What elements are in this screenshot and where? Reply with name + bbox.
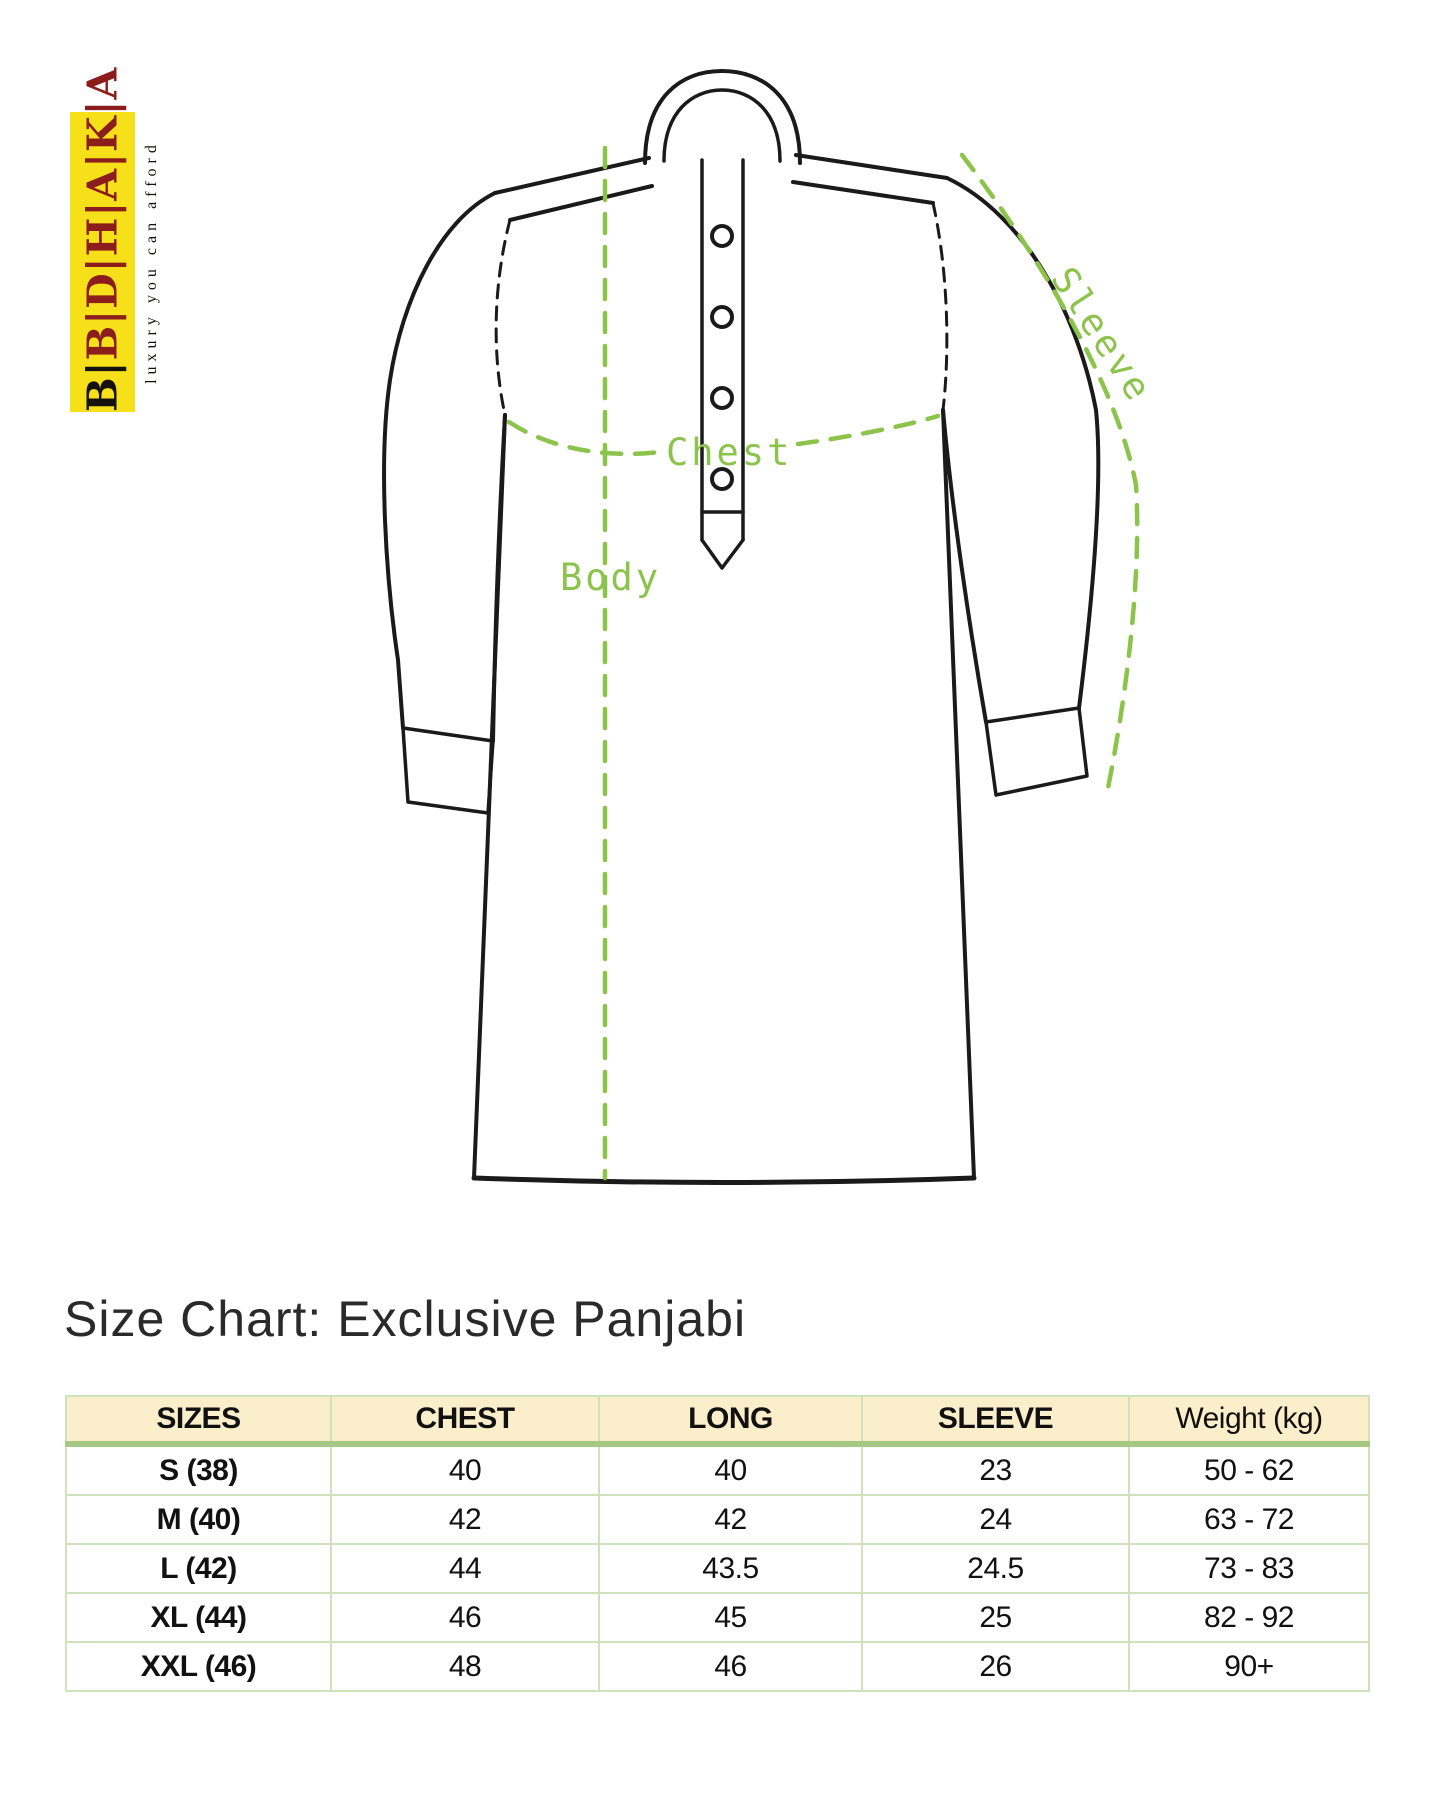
sleeve-measure-line (962, 155, 1137, 798)
collar-outline (645, 71, 800, 163)
panjabi-line-drawing (290, 60, 1190, 1200)
brand-logo-text (70, 66, 135, 412)
header-sleeve: SLEEVE (862, 1396, 1129, 1444)
cell-weight: 63 - 72 (1129, 1495, 1369, 1544)
cell-chest: 44 (331, 1544, 599, 1593)
cell-long: 42 (599, 1495, 862, 1544)
chest-measure-line-right (798, 416, 938, 444)
cell-chest: 46 (331, 1593, 599, 1642)
button-1 (712, 226, 732, 246)
button-2 (712, 307, 732, 327)
cell-long: 45 (599, 1593, 862, 1642)
brand-tagline-text: luxury you can afford (143, 140, 160, 384)
header-long: LONG (599, 1396, 862, 1444)
placket-bottom (702, 512, 743, 568)
cell-long: 40 (599, 1444, 862, 1495)
table-header-row (66, 1396, 1369, 1444)
page-title: Size Chart: Exclusive Panjabi (64, 1291, 747, 1347)
cell-size: S (38) (66, 1444, 331, 1495)
brand-letter-first: B| (78, 360, 126, 412)
cell-size: L (42) (66, 1544, 331, 1593)
right-shoulder-seam (793, 155, 947, 203)
table-row (66, 1495, 1369, 1544)
cell-sleeve: 24.5 (862, 1544, 1129, 1593)
cell-weight: 73 - 83 (1129, 1544, 1369, 1593)
table-row (66, 1444, 1369, 1495)
cell-sleeve: 26 (862, 1642, 1129, 1691)
right-armhole-seam (933, 203, 947, 410)
collar-inner (664, 90, 780, 161)
left-cuff (403, 728, 493, 813)
size-chart-table (65, 1395, 1370, 1692)
brand-logo (70, 66, 135, 412)
table-row (66, 1544, 1369, 1593)
button-3 (712, 388, 732, 408)
table-row (66, 1593, 1369, 1642)
cell-chest: 40 (331, 1444, 599, 1495)
cell-sleeve: 23 (862, 1444, 1129, 1495)
cell-size: XXL (46) (66, 1642, 331, 1691)
cell-size: XL (44) (66, 1593, 331, 1642)
sleeve-label: Sleeve (1042, 259, 1162, 411)
chest-label: Chest (666, 431, 793, 474)
hem-line (474, 1178, 974, 1183)
brand-tagline (138, 112, 166, 412)
left-armhole-seam (496, 220, 510, 415)
right-cuff (986, 708, 1087, 795)
header-weight: Weight (kg) (1129, 1396, 1369, 1444)
cell-chest: 48 (331, 1642, 599, 1691)
cell-weight: 82 - 92 (1129, 1593, 1369, 1642)
cell-chest: 42 (331, 1495, 599, 1544)
left-sleeve-outer (384, 193, 495, 728)
header-sizes: SIZES (66, 1396, 331, 1444)
cell-size: M (40) (66, 1495, 331, 1544)
cell-long: 46 (599, 1642, 862, 1691)
cell-weight: 90+ (1129, 1642, 1369, 1691)
cell-weight: 50 - 62 (1129, 1444, 1369, 1495)
left-side-seam (474, 415, 505, 1178)
left-shoulder-seam (495, 158, 652, 220)
cell-long: 43.5 (599, 1544, 862, 1593)
body-label: Body (560, 556, 662, 599)
cell-sleeve: 24 (862, 1495, 1129, 1544)
chest-measure-line-left (509, 422, 660, 454)
right-side-seam (943, 410, 974, 1178)
cell-sleeve: 25 (862, 1593, 1129, 1642)
brand-letters-rest: B|D|H|A|K|A (78, 66, 126, 361)
panjabi-diagram (290, 60, 1190, 1200)
table-row (66, 1642, 1369, 1691)
header-chest: CHEST (331, 1396, 599, 1444)
